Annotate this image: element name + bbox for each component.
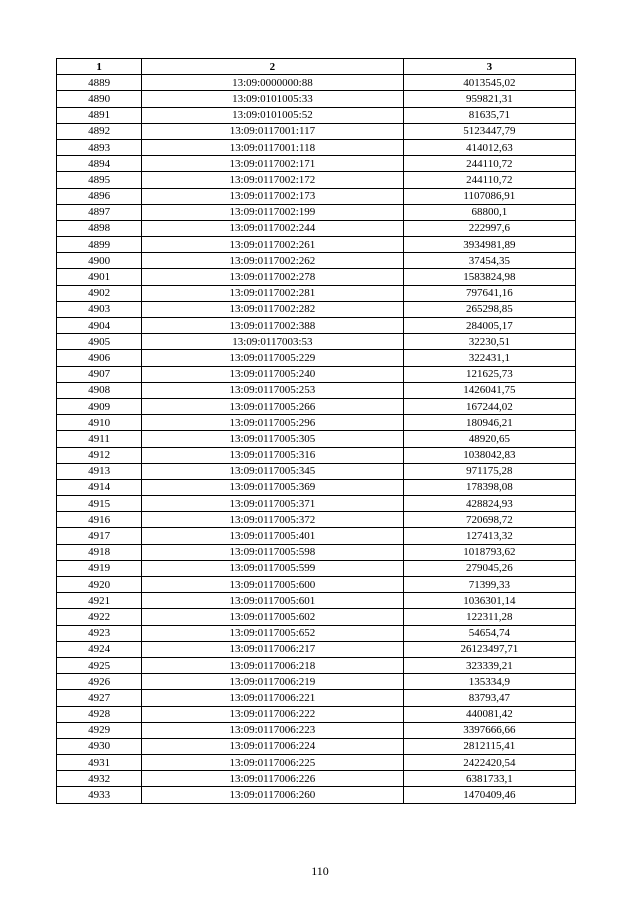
table-cell-col-2: 13:09:0117005:266 <box>142 398 404 414</box>
table-cell-col-1: 4911 <box>57 431 142 447</box>
table-cell-col-1: 4913 <box>57 463 142 479</box>
table-cell-col-3: 440081,42 <box>403 706 575 722</box>
table-cell-col-3: 1018793,62 <box>403 544 575 560</box>
table-row <box>57 75 576 91</box>
table-row <box>57 204 576 220</box>
table-cell-col-1: 4889 <box>57 75 142 91</box>
table-cell-col-1: 4896 <box>57 188 142 204</box>
column-header-2: 2 <box>142 59 404 75</box>
table-cell-col-3: 3934981,89 <box>403 237 575 253</box>
table-cell-col-2: 13:09:0117005:305 <box>142 431 404 447</box>
table-row <box>57 528 576 544</box>
table-cell-col-1: 4914 <box>57 479 142 495</box>
table-cell-col-1: 4921 <box>57 593 142 609</box>
table-row <box>57 366 576 382</box>
table-cell-col-3: 178398,08 <box>403 479 575 495</box>
table-cell-col-3: 323339,21 <box>403 657 575 673</box>
table-row <box>57 755 576 771</box>
table-cell-col-3: 127413,32 <box>403 528 575 544</box>
table-cell-col-2: 13:09:0117002:388 <box>142 318 404 334</box>
table-cell-col-2: 13:09:0117005:345 <box>142 463 404 479</box>
table-cell-col-3: 4013545,02 <box>403 75 575 91</box>
table-cell-col-3: 26123497,71 <box>403 641 575 657</box>
table-cell-col-1: 4932 <box>57 771 142 787</box>
table-cell-col-2: 13:09:0117002:171 <box>142 156 404 172</box>
table-cell-col-2: 13:09:0117002:282 <box>142 301 404 317</box>
table-row <box>57 690 576 706</box>
table-cell-col-3: 135334,9 <box>403 674 575 690</box>
table-cell-col-2: 13:09:0117005:600 <box>142 577 404 593</box>
table-cell-col-1: 4931 <box>57 755 142 771</box>
table-row <box>57 577 576 593</box>
table-row <box>57 350 576 366</box>
table-cell-col-2: 13:09:0117002:244 <box>142 220 404 236</box>
column-header-3: 3 <box>403 59 575 75</box>
table-cell-col-3: 284005,17 <box>403 318 575 334</box>
table-cell-col-2: 13:09:0117006:224 <box>142 738 404 754</box>
table-cell-col-1: 4927 <box>57 690 142 706</box>
table-cell-col-3: 1038042,83 <box>403 447 575 463</box>
table-row <box>57 738 576 754</box>
table-row <box>57 479 576 495</box>
table-cell-col-2: 13:09:0117002:199 <box>142 204 404 220</box>
table-cell-col-3: 180946,21 <box>403 415 575 431</box>
table-cell-col-3: 121625,73 <box>403 366 575 382</box>
table-cell-col-3: 167244,02 <box>403 398 575 414</box>
table-cell-col-3: 2422420,54 <box>403 755 575 771</box>
table-cell-col-1: 4923 <box>57 625 142 641</box>
table-cell-col-3: 54654,74 <box>403 625 575 641</box>
table-cell-col-2: 13:09:0117006:225 <box>142 755 404 771</box>
table-cell-col-1: 4920 <box>57 577 142 593</box>
table-row <box>57 220 576 236</box>
table-cell-col-1: 4926 <box>57 674 142 690</box>
table-cell-col-2: 13:09:0117005:601 <box>142 593 404 609</box>
table-row <box>57 657 576 673</box>
table-cell-col-3: 244110,72 <box>403 172 575 188</box>
table-cell-col-1: 4900 <box>57 253 142 269</box>
table-cell-col-2: 13:09:0117006:226 <box>142 771 404 787</box>
table-cell-col-1: 4925 <box>57 657 142 673</box>
table-cell-col-1: 4904 <box>57 318 142 334</box>
table-cell-col-1: 4893 <box>57 139 142 155</box>
table-cell-col-1: 4917 <box>57 528 142 544</box>
table-cell-col-3: 322431,1 <box>403 350 575 366</box>
table-cell-col-3: 959821,31 <box>403 91 575 107</box>
table-row <box>57 237 576 253</box>
table-cell-col-2: 13:09:0101005:52 <box>142 107 404 123</box>
table-cell-col-3: 71399,33 <box>403 577 575 593</box>
table-cell-col-2: 13:09:0117005:599 <box>142 560 404 576</box>
table-cell-col-1: 4915 <box>57 496 142 512</box>
table-cell-col-2: 13:09:0117005:240 <box>142 366 404 382</box>
table-cell-col-2: 13:09:0117006:221 <box>142 690 404 706</box>
table-row <box>57 625 576 641</box>
table-cell-col-2: 13:09:0117005:253 <box>142 382 404 398</box>
table-cell-col-1: 4933 <box>57 787 142 803</box>
table-cell-col-1: 4918 <box>57 544 142 560</box>
table-cell-col-1: 4916 <box>57 512 142 528</box>
table-cell-col-3: 265298,85 <box>403 301 575 317</box>
table-cell-col-1: 4928 <box>57 706 142 722</box>
table-cell-col-3: 68800,1 <box>403 204 575 220</box>
table-row <box>57 139 576 155</box>
table-cell-col-3: 1583824,98 <box>403 269 575 285</box>
table-cell-col-2: 13:09:0117001:117 <box>142 123 404 139</box>
table-row <box>57 447 576 463</box>
header-row <box>57 59 576 75</box>
table-cell-col-3: 5123447,79 <box>403 123 575 139</box>
table-cell-col-1: 4929 <box>57 722 142 738</box>
table-cell-col-1: 4912 <box>57 447 142 463</box>
table-cell-col-3: 222997,6 <box>403 220 575 236</box>
table-cell-col-3: 48920,65 <box>403 431 575 447</box>
table-cell-col-2: 13:09:0117005:369 <box>142 479 404 495</box>
table-cell-col-2: 13:09:0117005:652 <box>142 625 404 641</box>
table-cell-col-3: 1470409,46 <box>403 787 575 803</box>
table-cell-col-1: 4906 <box>57 350 142 366</box>
table-cell-col-2: 13:09:0117002:172 <box>142 172 404 188</box>
data-table <box>56 58 576 804</box>
table-cell-col-2: 13:09:0117002:262 <box>142 253 404 269</box>
table-cell-col-3: 83793,47 <box>403 690 575 706</box>
table-row <box>57 107 576 123</box>
table-cell-col-1: 4919 <box>57 560 142 576</box>
table-cell-col-1: 4930 <box>57 738 142 754</box>
table-row <box>57 544 576 560</box>
table-cell-col-3: 414012,63 <box>403 139 575 155</box>
table-cell-col-3: 797641,16 <box>403 285 575 301</box>
table-row <box>57 431 576 447</box>
table-body <box>57 75 576 803</box>
table-cell-col-1: 4894 <box>57 156 142 172</box>
table-row <box>57 172 576 188</box>
table-row <box>57 188 576 204</box>
table-cell-col-2: 13:09:0117005:602 <box>142 609 404 625</box>
table-cell-col-1: 4901 <box>57 269 142 285</box>
table-cell-col-1: 4902 <box>57 285 142 301</box>
table-cell-col-2: 13:09:0117005:401 <box>142 528 404 544</box>
table-cell-col-2: 13:09:0117002:281 <box>142 285 404 301</box>
table-cell-col-3: 428824,93 <box>403 496 575 512</box>
table-cell-col-3: 6381733,1 <box>403 771 575 787</box>
table-cell-col-2: 13:09:0117002:261 <box>142 237 404 253</box>
table-cell-col-3: 122311,28 <box>403 609 575 625</box>
table-row <box>57 512 576 528</box>
table-cell-col-2: 13:09:0117006:217 <box>142 641 404 657</box>
table-cell-col-1: 4897 <box>57 204 142 220</box>
table-cell-col-2: 13:09:0117006:222 <box>142 706 404 722</box>
table-cell-col-1: 4908 <box>57 382 142 398</box>
table-cell-col-1: 4903 <box>57 301 142 317</box>
table-cell-col-2: 13:09:0117005:296 <box>142 415 404 431</box>
table-cell-col-3: 81635,71 <box>403 107 575 123</box>
table-row <box>57 787 576 803</box>
table-cell-col-3: 971175,28 <box>403 463 575 479</box>
table-cell-col-3: 37454,35 <box>403 253 575 269</box>
table-cell-col-1: 4907 <box>57 366 142 382</box>
table-row <box>57 398 576 414</box>
table-cell-col-3: 1107086,91 <box>403 188 575 204</box>
table-row <box>57 722 576 738</box>
table-row <box>57 156 576 172</box>
table-cell-col-2: 13:09:0117006:223 <box>142 722 404 738</box>
table-cell-col-2: 13:09:0117005:316 <box>142 447 404 463</box>
column-header-1: 1 <box>57 59 142 75</box>
table-row <box>57 560 576 576</box>
table-cell-col-1: 4924 <box>57 641 142 657</box>
table-cell-col-1: 4922 <box>57 609 142 625</box>
table-cell-col-2: 13:09:0101005:33 <box>142 91 404 107</box>
table-cell-col-2: 13:09:0117002:278 <box>142 269 404 285</box>
table-cell-col-3: 1426041,75 <box>403 382 575 398</box>
table-cell-col-1: 4892 <box>57 123 142 139</box>
table-cell-col-1: 4899 <box>57 237 142 253</box>
table-row <box>57 771 576 787</box>
table-cell-col-1: 4890 <box>57 91 142 107</box>
table-row <box>57 382 576 398</box>
table-row <box>57 123 576 139</box>
table-cell-col-3: 3397666,66 <box>403 722 575 738</box>
table-cell-col-2: 13:09:0117006:219 <box>142 674 404 690</box>
table-cell-col-3: 720698,72 <box>403 512 575 528</box>
table-row <box>57 593 576 609</box>
table-row <box>57 609 576 625</box>
table-cell-col-1: 4910 <box>57 415 142 431</box>
table-cell-col-2: 13:09:0117002:173 <box>142 188 404 204</box>
table-cell-col-2: 13:09:0117005:372 <box>142 512 404 528</box>
table-cell-col-2: 13:09:0117003:53 <box>142 334 404 350</box>
table-cell-col-2: 13:09:0117005:371 <box>142 496 404 512</box>
table-cell-col-2: 13:09:0117005:598 <box>142 544 404 560</box>
table-cell-col-2: 13:09:0117006:260 <box>142 787 404 803</box>
table-cell-col-3: 279045,26 <box>403 560 575 576</box>
table-cell-col-2: 13:09:0117006:218 <box>142 657 404 673</box>
table-cell-col-1: 4895 <box>57 172 142 188</box>
table-row <box>57 496 576 512</box>
table-row <box>57 463 576 479</box>
table-cell-col-2: 13:09:0000000:88 <box>142 75 404 91</box>
table-row <box>57 641 576 657</box>
table-cell-col-2: 13:09:0117005:229 <box>142 350 404 366</box>
table-row <box>57 285 576 301</box>
table-row <box>57 674 576 690</box>
table-row <box>57 301 576 317</box>
table-row <box>57 706 576 722</box>
page-number: 110 <box>311 864 329 878</box>
table-cell-col-1: 4891 <box>57 107 142 123</box>
table-cell-col-2: 13:09:0117001:118 <box>142 139 404 155</box>
table-cell-col-1: 4898 <box>57 220 142 236</box>
table-row <box>57 415 576 431</box>
table-cell-col-3: 1036301,14 <box>403 593 575 609</box>
table-row <box>57 334 576 350</box>
table-cell-col-3: 2812115,41 <box>403 738 575 754</box>
table-row <box>57 253 576 269</box>
table-row <box>57 91 576 107</box>
table-cell-col-1: 4909 <box>57 398 142 414</box>
table-cell-col-3: 32230,51 <box>403 334 575 350</box>
table-row <box>57 269 576 285</box>
table-row <box>57 318 576 334</box>
table-cell-col-1: 4905 <box>57 334 142 350</box>
table-cell-col-3: 244110,72 <box>403 156 575 172</box>
